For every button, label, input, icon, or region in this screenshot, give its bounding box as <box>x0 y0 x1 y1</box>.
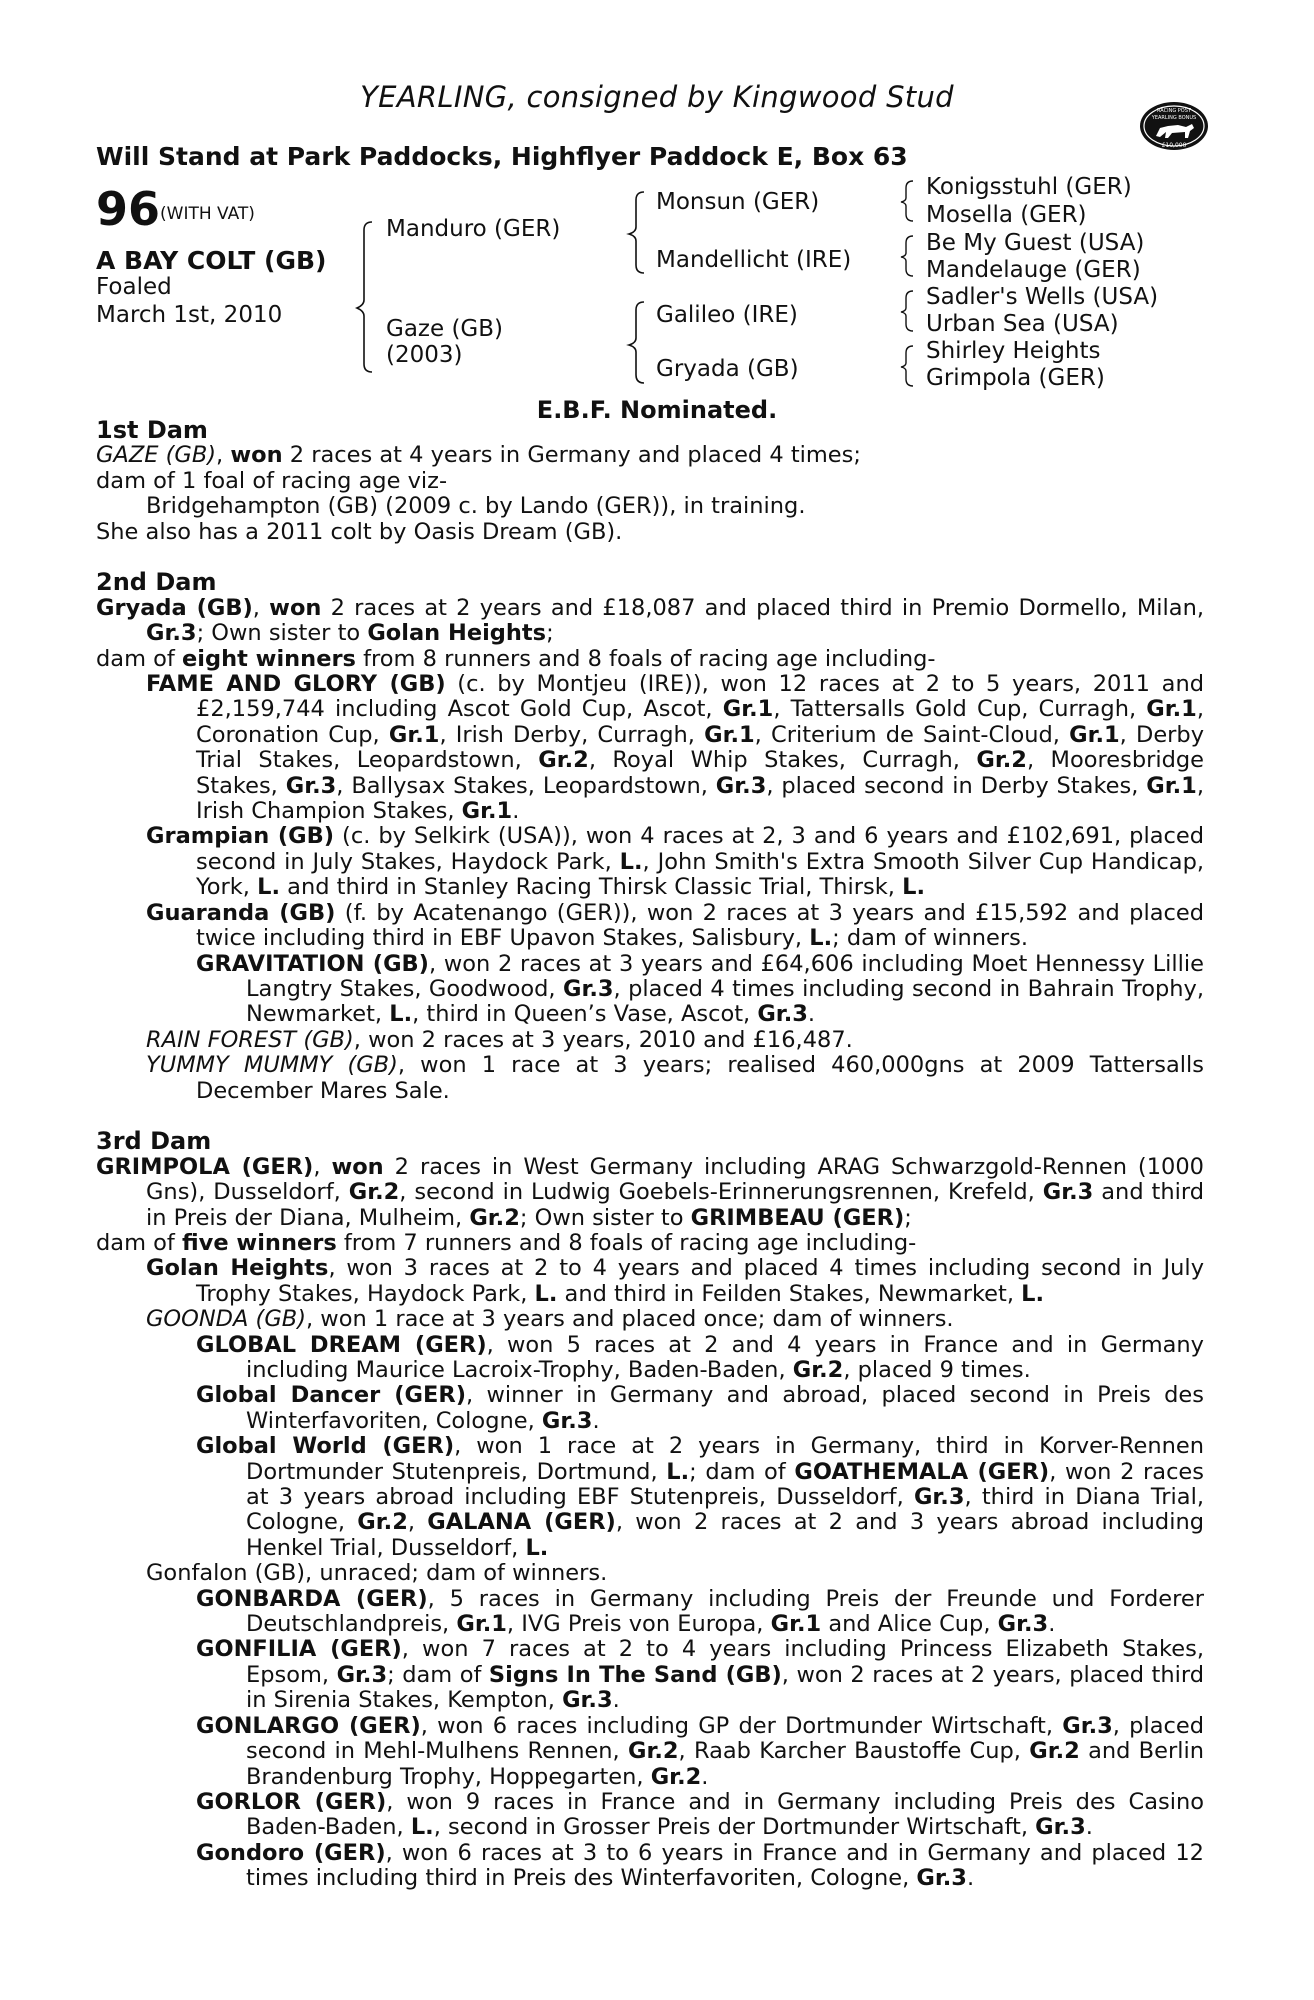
produce-record <box>96 418 1204 1892</box>
pedigree-sire-sire: Monsun (GER) <box>656 189 820 215</box>
produce-entry: FAME AND GLORY (GB) (c. by Montjeu (IRE)), won 12 races at 2 to 5 years, 2011 and £2,159,744 including Ascot Gold Cup, Ascot, Gr.1, Tattersalls Gold Cup, Curragh, Gr.1, Coronation Cup, Gr.1, Irish Derby, Curragh, Gr.1, Criterium de Saint-Cloud, Gr.1, Derby Trial Stakes, Leopardstown, Gr.2, Royal Whip Stakes, Curragh, Gr.2, Mooresbridge Stakes, Gr.3, Ballysax Stakes, Leopardstown, Gr.3, placed second in Derby Stakes, Gr.1, Irish Champion Stakes, Gr.1. <box>146 671 1205 825</box>
badge-bottom-text: £10,000 <box>1161 142 1187 149</box>
third-dam-record: GRIMPOLA (GER), won 2 races in West Germany including ARAG Schwarzgold-Rennen (1000 Gns), Dusseldorf, Gr.2, second in Ludwig Goebels-Erinnerungsrennen, Krefeld, Gr.3 and third in Preis der Diana, Mulheim, Gr.2; Own sister to GRIMBEAU (GER); <box>96 1153 1205 1231</box>
produce-entry: Global Dancer (GER), winner in Germany and abroad, placed second in Preis des Winterfavoriten, Cologne, Gr.3. <box>196 1382 1204 1434</box>
produce-entry: GONBARDA (GER), 5 races in Germany including Preis der Freunde und Forderer Deutschlandpreis, Gr.1, IVG Preis von Europa, Gr.1 and Alice Cup, Gr.3. <box>196 1585 1204 1638</box>
second-dam-record: Gryada (GB), won 2 races at 2 years and £18,087 and placed third in Premio Dormello, Milan, Gr.3; Own sister to Golan Heights; <box>96 594 1204 647</box>
consignment-header: YEARLING, consigned by Kingwood Stud <box>360 80 954 114</box>
produce-entry: RAIN FOREST (GB), won 2 races at 3 years, 2010 and £16,487. <box>146 1026 853 1053</box>
produce-entry: Gondoro (GER), won 6 races at 3 to 6 years in France and in Germany and placed 12 times including third in Preis des Winterfavoriten, Cologne, Gr.3. <box>196 1839 1204 1892</box>
produce-entry: GONLARGO (GER), won 6 races including GP der Dortmunder Wirtschaft, Gr.3, placed second in Mehl-Mulhens Rennen, Gr.2, Raab Karcher Baustoffe Cup, Gr.2 and Berlin Brandenburg Trophy, Hoppegarten, Gr.2. <box>196 1712 1204 1790</box>
produce-entry: She also has a 2011 colt by Oasis Dream (GB). <box>96 518 623 545</box>
horse-description: A BAY COLT (GB) <box>96 246 327 275</box>
first-dam-heading: 1st Dam <box>96 416 208 444</box>
vat-note: (WITH VAT) <box>160 204 255 224</box>
produce-entry: Gonfalon (GB), unraced; dam of winners. <box>146 1560 608 1587</box>
pedigree-gen3-4: Mandelauge (GER) <box>926 257 1141 283</box>
pedigree-gen3-1: Konigsstuhl (GER) <box>926 174 1132 200</box>
produce-entry: GONFILIA (GER), won 7 races at 2 to 4 years including Princess Elizabeth Stakes, Epsom, Gr.3; dam of Signs In The Sand (GB), won 2 races at 2 years, placed third in Sirenia Stakes, Kempton, Gr.3. <box>196 1636 1204 1714</box>
produce-entry: Global World (GER), won 1 race at 2 years in Germany, third in Korver-Rennen Dortmunder Stutenpreis, Dortmund, L.; dam of GOATHEMALA (GER), won 2 races at 3 years abroad including EBF Stutenpreis, Dusseldorf, Gr.3, third in Diana Trial, Cologne, Gr.2, GALANA (GER), won 2 races at 2 and 3 years abroad including Henkel Trial, Dusseldorf, L. <box>196 1433 1204 1561</box>
produce-entry: GRAVITATION (GB), won 2 races at 3 years and £64,606 including Moet Hennessy Lillie Langtry Stakes, Goodwood, Gr.3, placed 4 times including second in Bahrain Trophy, Newmarket, L., third in Queen’s Vase, Ascot, Gr.3. <box>196 950 1204 1028</box>
pedigree-gen3-3: Be My Guest (USA) <box>926 230 1145 256</box>
ebf-nomination: E.B.F. Nominated. <box>536 396 778 424</box>
stand-location: Will Stand at Park Paddocks, Highflyer Paddock E, Box 63 <box>96 142 908 171</box>
produce-entry: Guaranda (GB) (f. by Acatenango (GER)), won 2 races at 3 years and £15,592 and placed twice including third in EBF Upavon Stakes, Salisbury, L.; dam of winners. <box>146 899 1204 952</box>
third-dam-summary: dam of five winners from 7 runners and 8 foals of racing age including- <box>96 1229 917 1256</box>
lot-number: 96 <box>96 182 161 236</box>
pedigree-sire: Manduro (GER) <box>386 216 561 242</box>
pedigree-dam-dam: Gryada (GB) <box>656 356 799 382</box>
pedigree-sire-dam: Mandellicht (IRE) <box>656 247 852 273</box>
pedigree-gen3-2: Mosella (GER) <box>926 202 1087 228</box>
pedigree-dam: Gaze (GB) <box>386 316 503 342</box>
pedigree-dam-year: (2003) <box>386 342 463 368</box>
second-dam-summary: dam of eight winners from 8 runners and 8 foals of racing age including- <box>96 645 936 672</box>
foaled-date: March 1st, 2010 <box>96 302 283 328</box>
pedigree-dam-sire: Galileo (IRE) <box>656 302 798 328</box>
produce-entry: Bridgehampton (GB) (2009 c. by Lando (GER)), in training. <box>146 493 806 520</box>
yearling-bonus-badge-icon <box>1138 100 1210 152</box>
foaled-label: Foaled <box>96 274 172 300</box>
pedigree-gen3-5: Sadler's Wells (USA) <box>926 284 1159 310</box>
produce-entry: GORLOR (GER), won 9 races in France and in Germany including Preis des Casino Baden-Baden, L., second in Grosser Preis der Dortmunder Wirtschaft, Gr.3. <box>196 1788 1204 1841</box>
produce-entry: YUMMY MUMMY (GB), won 1 race at 3 years; realised 460,000gns at 2009 Tattersalls December Mares Sale. <box>146 1052 1204 1104</box>
badge-middle-text: YEARLING BONUS <box>1151 115 1197 121</box>
produce-entry: Grampian (GB) (c. by Selkirk (USA)), won 4 races at 2, 3 and 6 years and £102,691, placed second in July Stakes, Haydock Park, L., John Smith's Extra Smooth Silver Cup Handicap, York, L. and third in Stanley Racing Thirsk Classic Trial, Thirsk, L. <box>146 823 1205 901</box>
produce-entry: GOONDA (GB), won 1 race at 3 years and placed once; dam of winners. <box>146 1306 954 1333</box>
pedigree-gen3-6: Urban Sea (USA) <box>926 311 1119 337</box>
produce-entry: Golan Heights, won 3 races at 2 to 4 years and placed 4 times including second in July Trophy Stakes, Haydock Park, L. and third in Feilden Stakes, Newmarket, L. <box>146 1255 1205 1307</box>
first-dam-record: GAZE (GB), won 2 races at 4 years in Germany and placed 4 times; dam of 1 foal of racing age viz- <box>96 442 861 494</box>
pedigree-gen3-7: Shirley Heights <box>926 338 1101 364</box>
badge-top-text: RACING POST <box>1157 108 1191 114</box>
produce-entry: GLOBAL DREAM (GER), won 5 races at 2 and 4 years in France and in Germany including Maurice Lacroix-Trophy, Baden-Baden, Gr.2, placed 9 times. <box>196 1331 1204 1383</box>
pedigree-gen3-8: Grimpola (GER) <box>926 365 1105 391</box>
third-dam-heading: 3rd Dam <box>96 1127 212 1156</box>
second-dam-heading: 2nd Dam <box>96 568 217 597</box>
